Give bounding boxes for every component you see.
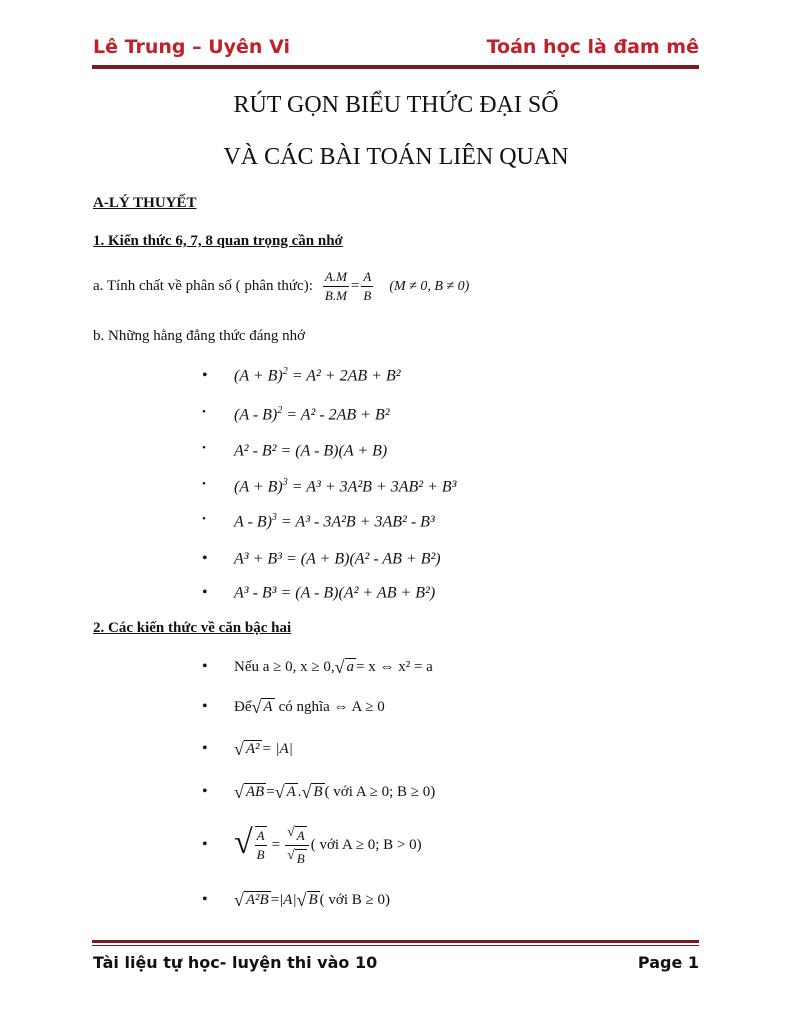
radicand: A	[263, 699, 273, 715]
root-text-post: = x ⇔ x² = a	[356, 658, 433, 675]
fraction-property	[93, 268, 469, 305]
root-item	[202, 736, 702, 762]
identity-rhs: = A² + 2AB + B²	[287, 367, 401, 385]
fraction-denominator: B.M	[324, 288, 347, 303]
identity-rhs: = (A + B)(A² - AB + B²)	[281, 550, 441, 568]
sqrt-icon: √	[234, 824, 253, 861]
fraction-of-roots	[285, 823, 309, 868]
fraction-a-b	[361, 268, 373, 305]
identity-exponent: 2	[277, 405, 283, 417]
identity-item	[202, 438, 702, 464]
bullet-icon: •	[202, 477, 206, 490]
sqrt-expression	[302, 783, 325, 801]
identity-exponent: 3	[282, 477, 288, 489]
root-item	[202, 694, 702, 720]
identity-lhs: A³ - B³	[234, 584, 277, 602]
identity-exponent: 2	[282, 366, 288, 378]
footer-rule	[92, 940, 699, 946]
identity-item	[202, 509, 702, 535]
fraction-denominator: B	[256, 847, 265, 862]
radicand: A	[286, 784, 296, 800]
root-condition: ( với A ≥ 0; B ≥ 0)	[324, 783, 436, 800]
fraction-condition: (M ≠ 0, B ≠ 0)	[389, 278, 470, 294]
root-text-post: = |A|	[261, 740, 293, 757]
sqrt-icon: √	[296, 890, 307, 910]
bullet-icon: •	[202, 512, 206, 525]
radicand: a	[346, 659, 355, 675]
bullet-icon: •	[202, 783, 208, 800]
header-rule	[92, 63, 699, 69]
fraction-numerator	[285, 823, 309, 846]
sqrt-fraction	[234, 826, 269, 864]
identity-lhs: (A - B)	[234, 406, 278, 424]
sqrt-icon: √	[234, 890, 244, 910]
root-item	[202, 654, 702, 680]
radicand: B	[296, 850, 305, 866]
sqrt-icon: √	[301, 782, 312, 802]
sqrt-icon: √	[251, 697, 262, 717]
header-motto: Toán học là đam mê	[486, 36, 699, 58]
equals-sign: =	[271, 836, 281, 853]
sqrt-icon: √	[287, 847, 295, 863]
sqrt-expression	[234, 740, 262, 758]
bullet-icon: •	[202, 405, 206, 418]
identity-rhs: = A² - 2AB + B²	[282, 406, 390, 424]
bullet-icon: •	[202, 891, 208, 908]
identity-item	[202, 546, 702, 572]
fraction-numerator: A	[255, 827, 267, 846]
subsection-2-heading: 2. Các kiến thức về căn bậc hai	[93, 620, 292, 636]
sqrt-expression	[234, 783, 266, 801]
sqrt-expression	[252, 698, 275, 716]
identity-item	[202, 402, 702, 428]
root-condition: ( với A ≥ 0; B > 0)	[310, 836, 422, 853]
sqrt-expression	[335, 658, 356, 676]
root-text-post: có nghĩa ⇔ A ≥ 0	[278, 698, 385, 715]
fraction-am-bm	[323, 268, 349, 305]
equals-sign: =	[266, 783, 275, 800]
root-condition: ( với B ≥ 0)	[319, 891, 390, 908]
sqrt-expression	[275, 783, 298, 801]
root-item	[202, 887, 702, 913]
page-title: RÚT GỌN BIỂU THỨC ĐẠI SỐ	[233, 92, 559, 118]
identity-rhs: = (A - B)(A² + AB + B²)	[276, 584, 436, 602]
fraction-numerator: A.M	[323, 268, 349, 287]
radicand: A	[296, 827, 305, 843]
page-number: Page 1	[637, 953, 699, 972]
fraction-denominator	[285, 846, 309, 868]
identity-rhs: = A³ + 3A²B + 3AB² + B³	[287, 478, 457, 496]
identity-item	[202, 363, 702, 389]
fraction-property-label: a. Tính chất về phân số ( phân thức):	[93, 278, 313, 294]
bullet-icon: •	[202, 740, 208, 757]
root-text-pre: Nếu a ≥ 0, x ≥ 0,	[234, 658, 335, 675]
root-text-pre: Để	[234, 698, 252, 715]
radicand: A²B	[245, 892, 269, 908]
bullet-icon: •	[202, 698, 208, 715]
absolute-value: |A|	[279, 891, 297, 908]
radicand: B	[308, 892, 318, 908]
dot-operator: .	[297, 783, 302, 800]
sqrt-icon: √	[274, 782, 285, 802]
equals-sign: =	[350, 278, 360, 294]
equals-sign: =	[270, 891, 280, 908]
sqrt-expression	[234, 891, 271, 909]
bullet-icon: •	[202, 441, 206, 454]
sqrt-icon: √	[334, 657, 345, 677]
footer-title: Tài liệu tự học- luyện thi vào 10	[93, 953, 378, 972]
identity-exponent: 3	[271, 512, 277, 524]
fraction-denominator: B	[363, 288, 372, 303]
identity-lhs: (A + B)	[234, 478, 283, 496]
bullet-icon: •	[202, 550, 208, 567]
bullet-icon: •	[202, 584, 208, 601]
identity-item	[202, 580, 702, 606]
section-a-heading: A-LÝ THUYẾT	[93, 195, 197, 211]
sqrt-icon: √	[234, 782, 244, 802]
bullet-icon: •	[202, 367, 208, 384]
identity-lhs: A² - B²	[234, 442, 277, 460]
sqrt-expression	[297, 891, 320, 909]
subsection-1-heading: 1. Kiến thức 6, 7, 8 quan trọng cần nhớ	[93, 233, 343, 249]
sqrt-icon: √	[287, 824, 295, 840]
bullet-icon: •	[202, 836, 208, 853]
page-subtitle: VÀ CÁC BÀI TOÁN LIÊN QUAN	[223, 144, 569, 170]
identity-item	[202, 474, 702, 500]
identity-rhs: = (A - B)(A + B)	[276, 442, 388, 460]
identities-intro: b. Những hằng đẳng thức đáng nhớ	[93, 328, 306, 344]
root-item	[202, 779, 702, 805]
fraction	[255, 826, 267, 864]
identity-rhs: = A³ - 3A²B + 3AB² - B³	[276, 513, 435, 531]
fraction-numerator: A	[361, 268, 373, 287]
sqrt-icon: √	[234, 739, 244, 759]
bullet-icon: •	[202, 658, 208, 675]
radicand: B	[313, 784, 323, 800]
identity-lhs: A³ + B³	[234, 550, 282, 568]
identity-lhs: A - B)	[234, 513, 272, 531]
root-item	[202, 823, 702, 867]
radicand: AB	[245, 784, 265, 800]
identity-lhs: (A + B)	[234, 367, 283, 385]
radicand: A²	[245, 741, 260, 757]
header-author: Lê Trung – Uyên Vi	[93, 36, 290, 58]
